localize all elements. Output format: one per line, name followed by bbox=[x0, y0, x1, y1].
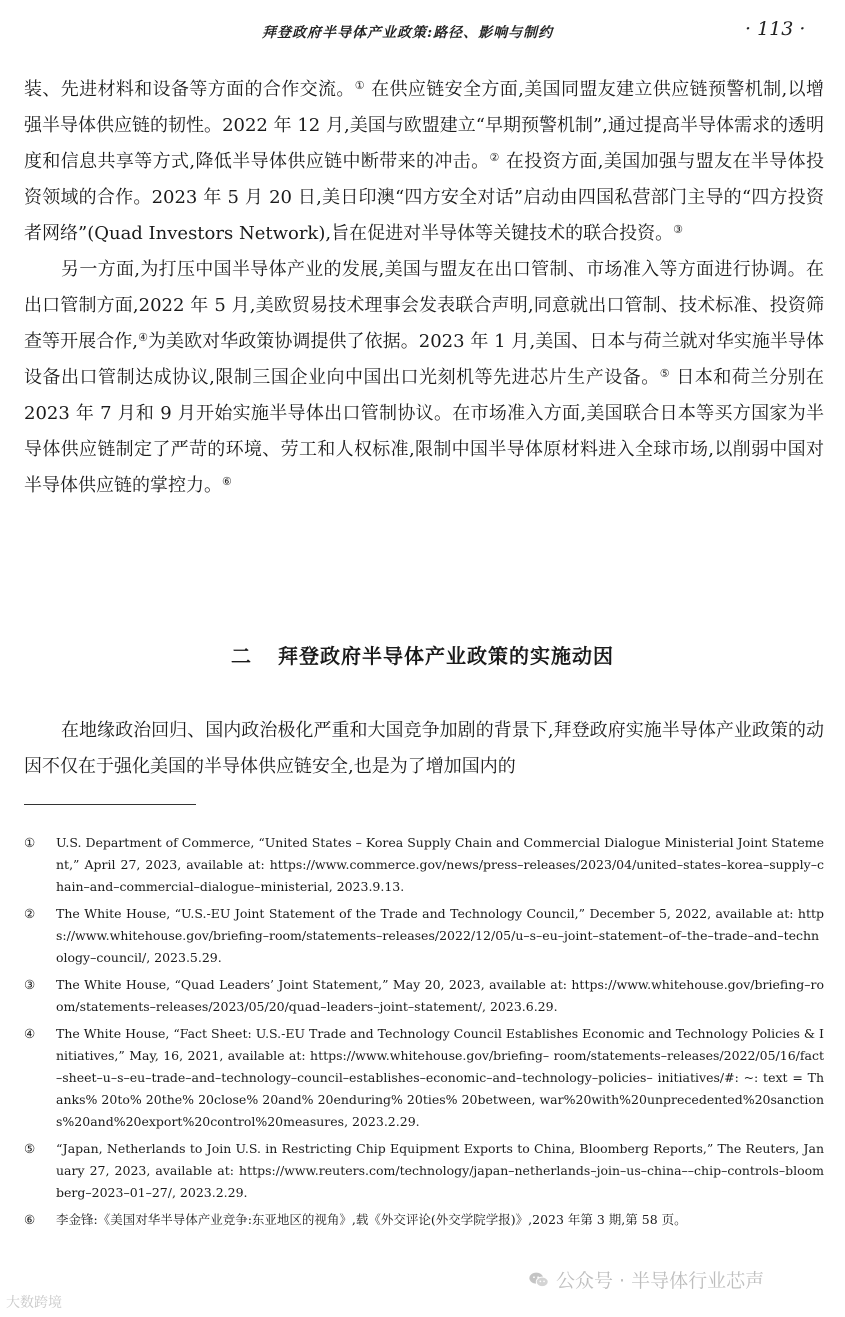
page-header bbox=[0, 18, 845, 48]
paragraph-text: 在投资方面,美国加强与盟友在半导体投资领域的合作。2023 年 5 月 20 日,美日印澳“四方安全对话”启动由四国私营部门主导的“四方投资者网络”(Quad Investors Network),旨在促进对半导体等关键技术的联合投资。 bbox=[24, 151, 824, 244]
footnote-ref[interactable]: ⑥ bbox=[222, 475, 232, 488]
footnote-ref[interactable]: ⑤ bbox=[659, 367, 671, 380]
footnote-marker: ③ bbox=[24, 977, 36, 992]
running-title: 拜登政府半导体产业政策:路径、影响与制约 bbox=[262, 25, 554, 41]
footnote-text: U.S. Department of Commerce, “United States – Korea Supply Chain and Commercial Dialogue Ministerial Joint Statement,” April 27, 2023, available at: https://www.commerce.gov/news/press–releases/2023/04/united–states–korea–supply–chain–and–commercial–dialogue–ministerial, 2023.9.13. bbox=[56, 835, 824, 894]
footnote-text: 李金锋:《美国对华半导体产业竞争:东亚地区的视角》,载《外交评论(外交学院学报)》,2023 年第 3 期,第 58 页。 bbox=[56, 1212, 687, 1227]
footnote-marker: ① bbox=[24, 835, 36, 850]
brand-logo bbox=[6, 1292, 62, 1312]
paragraph bbox=[24, 72, 824, 252]
page-number: · 113 · bbox=[745, 18, 806, 40]
footnote-marker: ② bbox=[24, 906, 36, 921]
footnote-ref[interactable]: ④ bbox=[138, 331, 148, 344]
body-text bbox=[24, 72, 824, 504]
footnote bbox=[24, 1209, 824, 1231]
paragraph-text: 另一方面,为打压中国半导体产业的发展,美国与盟友在出口管制、市场准入等方面进行协调。在出口管制方面,2022 年 5 月,美欧贸易技术理事会发表联合声明,同意就出口管制、技术标准、投资筛查等开展合作, bbox=[24, 259, 824, 352]
footnote-marker: ⑤ bbox=[24, 1141, 36, 1156]
paragraph-text: 在供应链安全方面,美国同盟友建立供应链预警机制,以增强半导体供应链的韧性。2022 年 12 月,美国与欧盟建立“早期预警机制”,通过提高半导体需求的透明度和信息共享等方式,降低半导体供应链中断带来的冲击。 bbox=[24, 79, 824, 172]
paragraph-text: 日本和荷兰分别在 2023 年 7 月和 9 月开始实施半导体出口管制协议。在市场准入方面,美国联合日本等买方国家为半导体供应链制定了严苛的环境、劳工和人权标准,限制中国半导体原材料进入全球市场,以削弱中国对半导体供应链的掌控力。 bbox=[24, 367, 824, 496]
footnote-marker: ⑥ bbox=[24, 1212, 36, 1227]
footnote-divider bbox=[24, 804, 196, 805]
section-body-text bbox=[24, 713, 824, 785]
footnote-text: “Japan, Netherlands to Join U.S. in Restricting Chip Equipment Exports to China, Bloomberg Reports,” The Reuters, January 27, 2023, available at: https://www.reuters.com/technology/japan–netherlands–join–us–china––chip–controls–bloomberg–2023–01–27/, 2023.2.29. bbox=[56, 1141, 824, 1200]
footnote bbox=[24, 903, 824, 969]
footnotes bbox=[24, 832, 824, 1236]
section-number: 二 bbox=[231, 644, 252, 668]
wechat-watermark bbox=[528, 1266, 764, 1293]
wechat-icon bbox=[528, 1269, 550, 1291]
section-title: 拜登政府半导体产业政策的实施动因 bbox=[278, 644, 614, 668]
footnote-text: The White House, “U.S.-EU Joint Statement of the Trade and Technology Council,” December 5, 2022, available at: https://www.whitehouse.gov/briefing–room/statements–releases/2022/12/05/u–s–eu–joint–statement–of–the–trade–and–technology–council/, 2023.5.29. bbox=[56, 906, 824, 965]
footnote bbox=[24, 974, 824, 1018]
footnote-marker: ④ bbox=[24, 1026, 36, 1041]
paragraph-text: 为美欧对华政策协调提供了依据。2023 年 1 月,美国、日本与荷兰就对华实施半导体设备出口管制达成协议,限制三国企业向中国出口光刻机等先进芯片生产设备。 bbox=[24, 331, 824, 388]
paragraph: 在地缘政治回归、国内政治极化严重和大国竞争加剧的背景下,拜登政府实施半导体产业政策的动因不仅在于强化美国的半导体供应链安全,也是为了增加国内的 bbox=[24, 720, 824, 777]
footnote-ref[interactable]: ① bbox=[354, 79, 366, 92]
footnote-text: The White House, “Quad Leaders’ Joint Statement,” May 20, 2023, available at: https://www.whitehouse.gov/briefing–room/statements–releases/2023/05/20/quad–leaders–joint–statement/, 2023.6.29. bbox=[56, 977, 824, 1014]
footnote-ref[interactable]: ② bbox=[489, 151, 500, 164]
footnote-text: The White House, “Fact Sheet: U.S.-EU Trade and Technology Council Establishes Economic and Technology Policies & Initiatives,” May, 16, 2021, available at: https://www.whitehouse.gov/briefing– room/statements–releases/2022/05/16/fact–sheet–u–s–eu–trade–and–technology–council–establishes–economic–and–technology–policies– initiatives/#: ~: text = Thanks% 20to% 20the% 20close% 20and% 20enduring% 20ties% 20between, war%20with%20unprecedented%20sanctions%20and%20export%20control%20measures, 2023.2.29. bbox=[56, 1026, 824, 1129]
footnote bbox=[24, 1023, 824, 1133]
logo-text: 大数跨境 bbox=[6, 1295, 62, 1311]
footnote bbox=[24, 1138, 824, 1204]
section-heading bbox=[0, 640, 845, 669]
paragraph bbox=[24, 252, 824, 504]
paragraph-text: 装、先进材料和设备等方面的合作交流。 bbox=[24, 79, 355, 100]
footnote bbox=[24, 832, 824, 898]
footnote-ref[interactable]: ③ bbox=[673, 223, 683, 236]
watermark-text: 公众号 · 半导体行业芯声 bbox=[556, 1270, 765, 1292]
